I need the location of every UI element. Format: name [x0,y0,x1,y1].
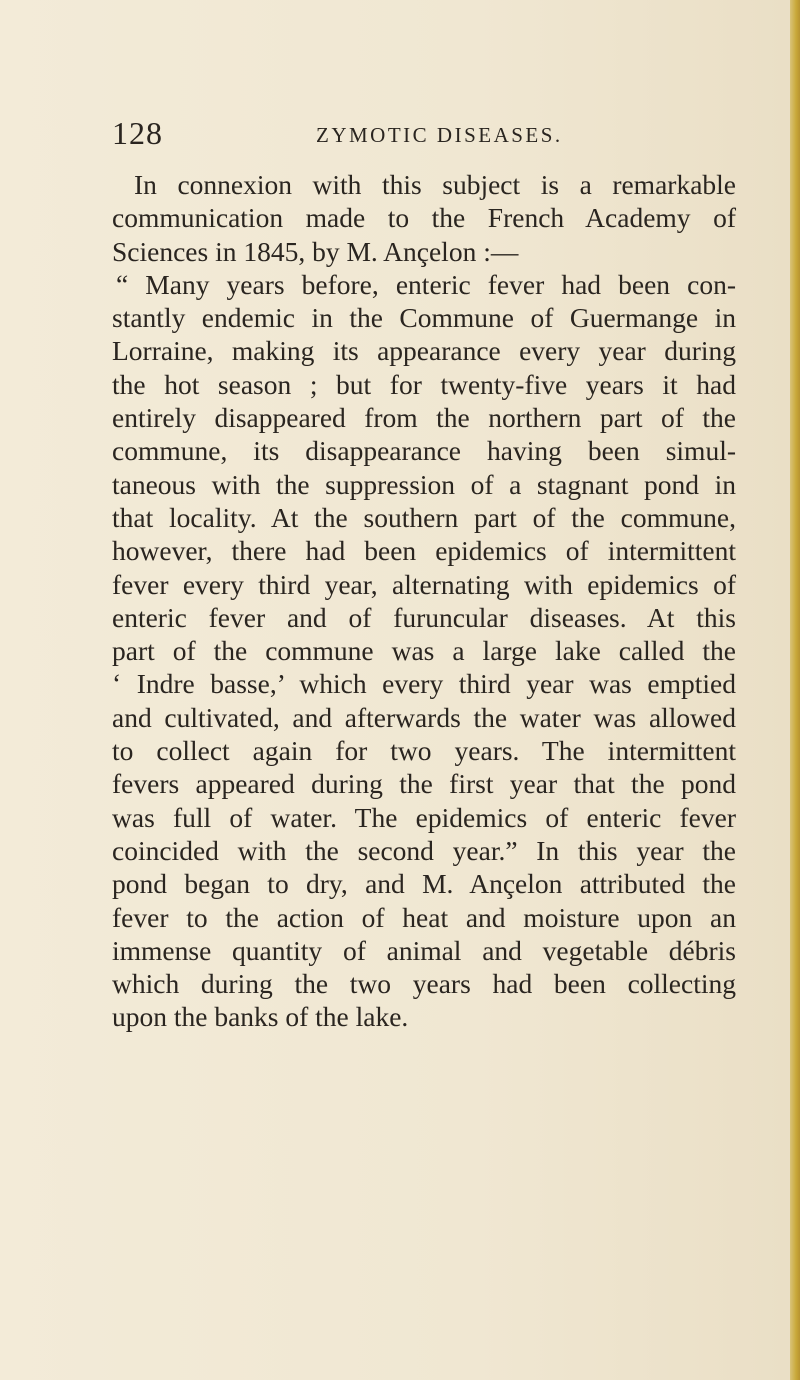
text-line: stantly endemic in the Commune of Guermange in [112,302,736,334]
text-line: was full of water. The epidemics of enteric fever [112,801,736,833]
text-line: enteric fever and of furuncular diseases. At this [112,601,736,633]
text-line: and cultivated, and afterwards the water was allowed [112,701,736,733]
text-line: communication made to the French Academy of [112,202,736,234]
body-paragraphs [112,168,736,1034]
text-line: pond began to dry, and M. Ançelon attributed the [112,868,736,900]
text-line: In connexion with this subject is a remarkable [134,169,736,200]
text-line: coincided with the second year.” In this year the [112,834,736,866]
text-line: upon the banks of the lake. [112,1001,409,1033]
text-line: fever every third year, alternating with epidemics of [112,568,736,600]
text-line: “ Many years before, enteric fever had been con- [116,268,736,300]
text-line: Lorraine, making its appearance every year during [112,335,736,367]
text-line: commune, its disappearance having been simul- [112,435,736,467]
text-line: part of the commune was a large lake called the [112,635,736,667]
running-title: ZYMOTIC DISEASES. [316,123,563,147]
text-line: fever to the action of heat and moisture upon an [112,901,736,933]
text-line: that locality. At the southern part of the commune, [112,501,736,533]
text-line: taneous with the suppression of a stagnant pond in [112,468,736,500]
text-line: ‘ Indre basse,’ which every third year was emptied [112,668,736,700]
running-head [112,117,712,153]
text-line: which during the two years had been collecting [112,968,736,1000]
text-line: Sciences in 1845, by M. Ançelon :— [112,235,519,267]
gilt-page-edge [790,0,800,1380]
page-number: 128 [112,115,163,151]
text-line: immense quantity of animal and vegetable débris [112,934,736,966]
text-line: entirely disappeared from the northern part of the [112,402,736,434]
text-line: fevers appeared during the first year that the pond [112,768,736,800]
text-line: however, there had been epidemics of intermittent [112,535,736,567]
text-line: to collect again for two years. The intermittent [112,735,736,767]
text-line: the hot season ; but for twenty-five years it had [112,368,736,400]
